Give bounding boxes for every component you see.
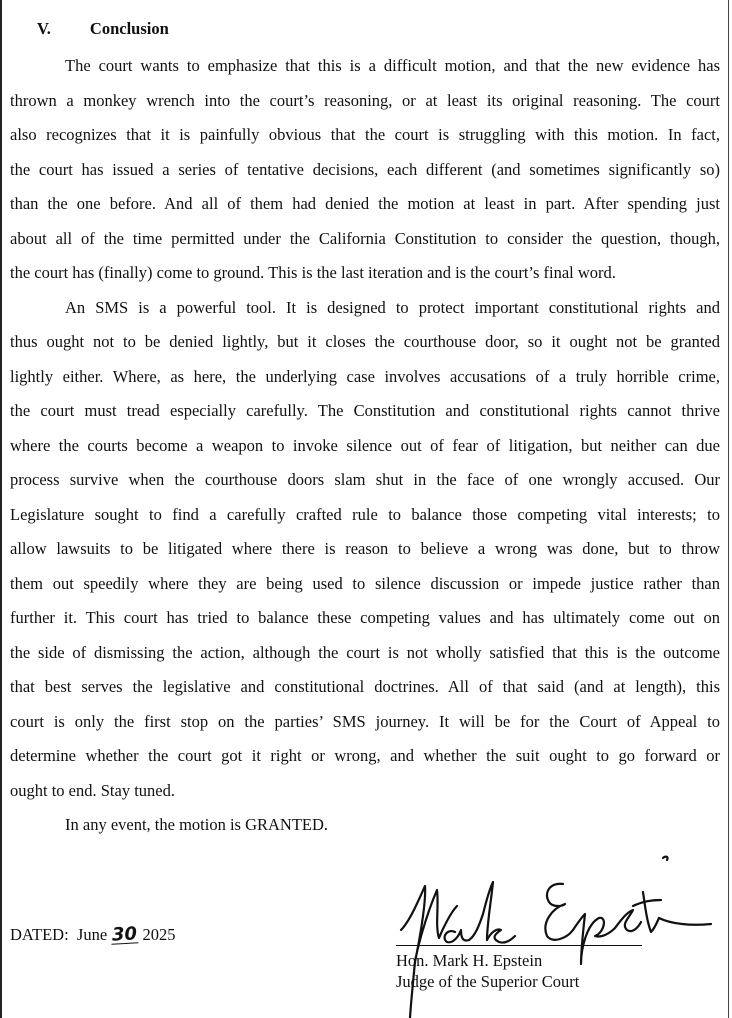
paragraph-1-line: the court has issued a series of tentative decisions, each different (and sometimes significantly so) bbox=[10, 159, 720, 179]
dated-month: June bbox=[76, 925, 108, 944]
section-number: V. bbox=[37, 19, 51, 38]
paragraph-3-line: In any event, the motion is GRANTED. bbox=[65, 815, 329, 834]
paragraph-2-line: further it. This court has tried to balance these competing values and has ultimately come out on bbox=[10, 608, 720, 627]
dated-label: DATED: bbox=[10, 925, 69, 944]
paragraph-1-line: about all of the time permitted under the California Constitution to consider the question, though, bbox=[10, 228, 720, 248]
paragraph-2-line: ought to end. Stay tuned. bbox=[10, 780, 175, 800]
judge-title: Judge of the Superior Court bbox=[396, 972, 580, 991]
page-left-border bbox=[0, 0, 2, 1018]
handwritten-signature bbox=[395, 852, 725, 1018]
paragraph-2-line: process survive when the courthouse doors slam shut in the face of one wrongly accused. Our bbox=[10, 470, 720, 489]
dated-year: 2025 bbox=[142, 925, 176, 944]
paragraph-2-line: where the courts become a weapon to invoke silence out of fear of litigation, but neither can due bbox=[10, 435, 720, 455]
paragraph-1-line: the court has (finally) come to ground. This is the last iteration and is the court’s final word. bbox=[10, 263, 616, 282]
signature-line bbox=[396, 945, 642, 946]
paragraph-2-line: the court must tread especially carefully. The Constitution and constitutional rights cannot thrive bbox=[10, 401, 720, 420]
section-title: Conclusion bbox=[89, 19, 169, 38]
dated-day-handwritten: 30 bbox=[111, 923, 138, 946]
paragraph-2-line: An SMS is a powerful tool. It is designed to protect important constitutional rights and bbox=[65, 297, 720, 317]
paragraph-1-line: also recognizes that it is painfully obvious that the court is struggling with this motion. In fact, bbox=[10, 125, 720, 144]
paragraph-2-line: the side of dismissing the action, although the court is not wholly satisfied that this is the outcome bbox=[10, 642, 720, 662]
paragraph-2-line: lightly either. Where, as here, the underlying case involves accusations of a truly horrible crime, bbox=[10, 366, 720, 386]
paragraph-2-line: allow lawsuits to be litigated where there is reason to believe a wrong was done, but to throw bbox=[10, 539, 720, 558]
signature-block bbox=[396, 950, 579, 992]
judge-name: Hon. Mark H. Epstein bbox=[396, 951, 543, 970]
paragraph-1-line: than the one before. And all of them had denied the motion at least in part. After spending just bbox=[10, 194, 720, 213]
paragraph-2-line: determine whether the court got it right or wrong, and whether the suit ought to go forward or bbox=[10, 746, 720, 765]
paragraph-2-line: that best serves the legislative and constitutional doctrines. All of that said (and at length), this bbox=[10, 677, 720, 696]
paragraph-2-line: court is only the first stop on the parties’ SMS journey. It will be for the Court of Appeal to bbox=[10, 711, 720, 731]
paragraph-1-line: The court wants to emphasize that this is a difficult motion, and that the new evidence has bbox=[65, 56, 720, 75]
page-right-border bbox=[728, 0, 729, 1018]
section-heading bbox=[37, 19, 169, 39]
paragraph-2-line: thus ought not to be denied lightly, but it closes the courthouse door, so it ought not be granted bbox=[10, 332, 720, 351]
document-body bbox=[10, 49, 720, 843]
dated-line bbox=[10, 925, 175, 945]
paragraph-2-line: them out speedily where they are being used to silence discussion or impede justice rather than bbox=[10, 573, 720, 593]
paragraph-2-line: Legislature sought to find a carefully crafted rule to balance those competing vital interests; to bbox=[10, 504, 720, 524]
paragraph-1-line: thrown a monkey wrench into the court’s reasoning, or at least its original reasoning. The court bbox=[10, 90, 720, 110]
